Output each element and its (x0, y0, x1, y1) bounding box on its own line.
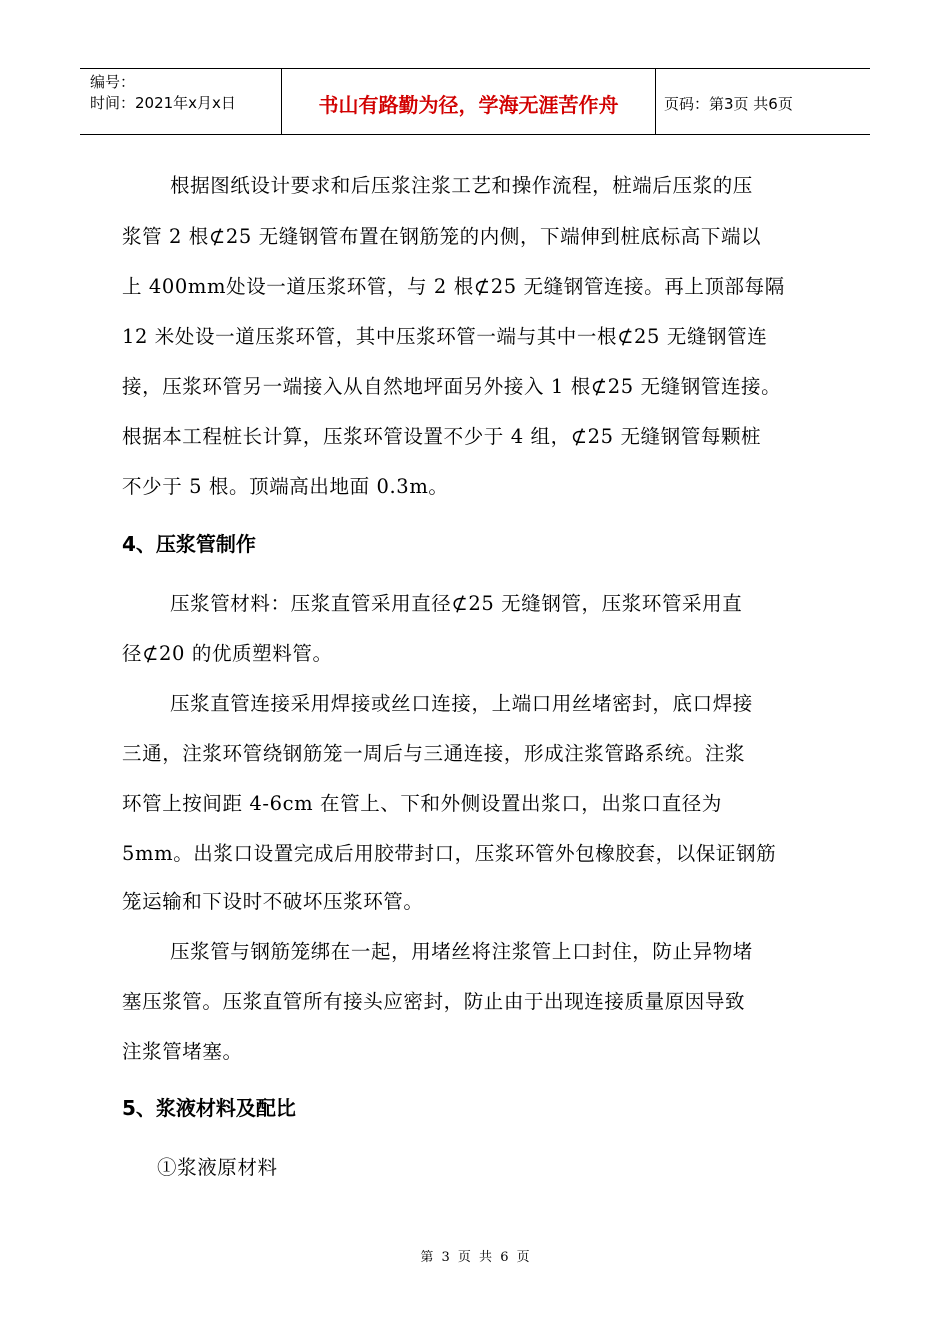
paragraph-line: 12 米处设一道压浆环管，其中压浆环管一端与其中一根⊄25 无缝钢管连 (122, 325, 768, 348)
paragraph-line: 上 400mm处设一道压浆环管，与 2 根⊄25 无缝钢管连接。再上顶部每隔 (122, 275, 785, 298)
paragraph-line: 接，压浆环管另一端接入从自然地坪面另外接入 1 根⊄25 无缝钢管连接。 (122, 375, 782, 398)
paragraph-line: 5mm。出浆口设置完成后用胶带封口，压浆环管外包橡胶套，以保证钢筋 (122, 842, 777, 865)
paragraph-line: 压浆管材料：压浆直管采用直径⊄25 无缝钢管，压浆环管采用直 (170, 592, 743, 615)
header-meta (80, 69, 282, 134)
paragraph-line: 环管上按间距 4-6cm 在管上、下和外侧设置出浆口，出浆口直径为 (122, 792, 723, 815)
document-date-label: 时间：2021年x月x日 (90, 94, 236, 112)
paragraph-line: 径⊄20 的优质塑料管。 (122, 642, 333, 665)
paragraph-line: 压浆直管连接采用焊接或丝口连接，上端口用丝堵密封，底口焊接 (170, 692, 753, 715)
paragraph-line: 压浆管与钢筋笼绑在一起，用堵丝将注浆管上口封住，防止异物堵 (170, 940, 753, 963)
section-heading-5: 5、浆液材料及配比 (122, 1096, 296, 1120)
paragraph-line: 根据本工程桩长计算，压浆环管设置不少于 4 组，⊄25 无缝钢管每颗桩 (122, 425, 762, 448)
page-header (80, 68, 870, 135)
header-motto: 书山有路勤为径，学海无涯苦作舟 (282, 69, 656, 134)
paragraph-line: 根据图纸设计要求和后压浆注浆工艺和操作流程，桩端后压浆的压 (170, 174, 753, 197)
subsection-item: ①浆液原材料 (157, 1156, 278, 1179)
paragraph-line: 三通，注浆环管绕钢筋笼一周后与三通连接，形成注浆管路系统。注浆 (122, 742, 746, 765)
section-heading-4: 4、压浆管制作 (122, 532, 256, 556)
paragraph-line: 不少于 5 根。顶端高出地面 0.3m。 (122, 475, 449, 498)
paragraph-line: 笼运输和下设时不破坏压浆环管。 (122, 890, 424, 913)
paragraph-line: 注浆管堵塞。 (122, 1040, 243, 1063)
page-footer: 第 3 页 共 6 页 (420, 1250, 530, 1265)
paragraph-line: 塞压浆管。压浆直管所有接头应密封，防止由于出现连接质量原因导致 (122, 990, 746, 1013)
header-page-number: 页码：第3页 共6页 (664, 94, 793, 113)
paragraph-line: 浆管 2 根⊄25 无缝钢管布置在钢筋笼的内侧，下端伸到桩底标高下端以 (122, 225, 762, 248)
document-number-label: 编号： (90, 73, 136, 91)
